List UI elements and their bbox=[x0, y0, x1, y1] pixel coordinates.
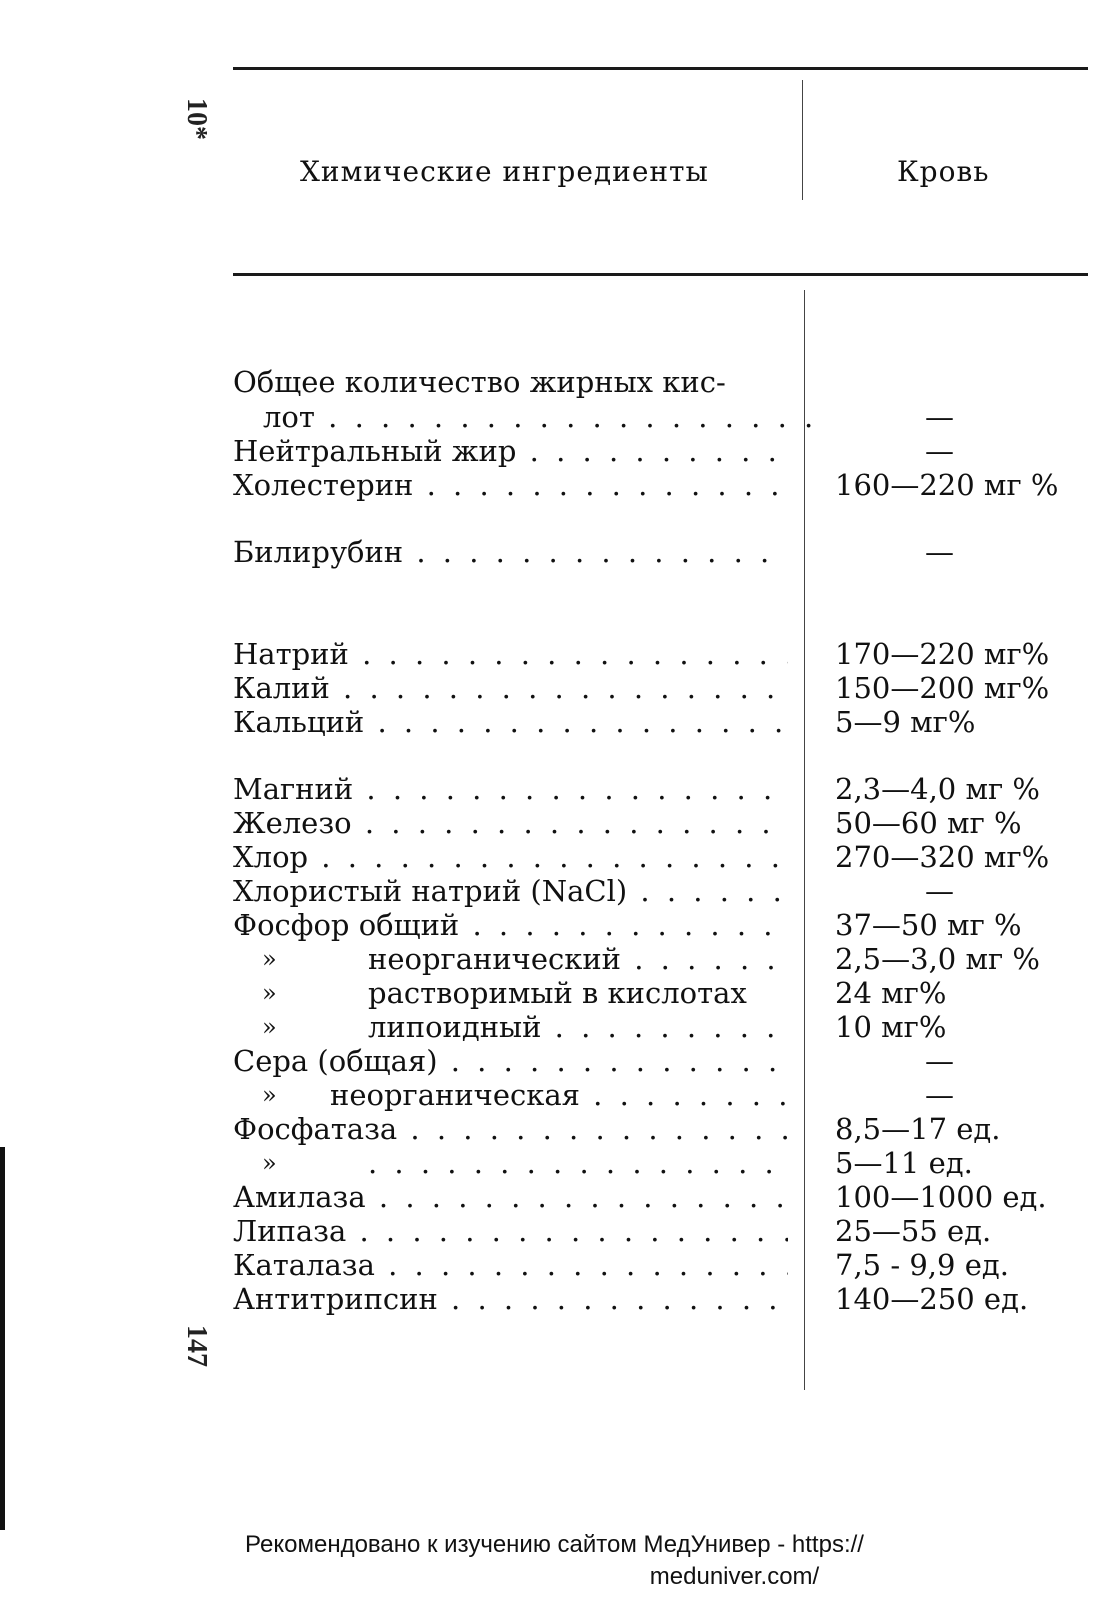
blood-value: — bbox=[925, 1044, 954, 1078]
ingredient-label: Натрий . . . bbox=[233, 637, 788, 671]
page-number: 147 bbox=[181, 1325, 212, 1367]
column-divider-header bbox=[802, 80, 803, 200]
ingredient-label: Калий . . . bbox=[233, 671, 788, 705]
ingredient-label: Хлор . . . bbox=[233, 840, 788, 874]
blood-value: 2,5—3,0 мг % bbox=[835, 942, 1040, 976]
ingredient-label: растворимый в кислотах bbox=[368, 976, 747, 1010]
table-row bbox=[0, 468, 1109, 502]
ingredient-label: неорганический . . . bbox=[368, 942, 788, 976]
blood-value: — bbox=[925, 400, 954, 434]
blood-value: — bbox=[925, 1078, 954, 1112]
ingredient-label: лот . . . bbox=[263, 400, 818, 434]
table-row bbox=[0, 772, 1109, 806]
blood-value: 50—60 мг % bbox=[835, 806, 1022, 840]
column-header-blood: Кровь bbox=[897, 155, 990, 188]
ingredient-label: Холестерин . . . bbox=[233, 468, 788, 502]
ingredient-label: Сера (общая) . . . bbox=[233, 1044, 788, 1078]
blood-value: 150—200 мг% bbox=[835, 671, 1050, 705]
table-row bbox=[0, 365, 1109, 399]
ditto-mark: » bbox=[262, 979, 277, 1007]
ingredient-label: Железо . . . bbox=[233, 806, 788, 840]
ingredient-label: Амилаза . . . bbox=[233, 1180, 788, 1214]
blood-value: 5—11 ед. bbox=[835, 1146, 973, 1180]
blood-value: — bbox=[925, 434, 954, 468]
blood-value: 8,5—17 ед. bbox=[835, 1112, 1001, 1146]
table-row bbox=[0, 840, 1109, 874]
ingredient-label: Билирубин . . . bbox=[233, 535, 788, 569]
blood-value: 270—320 мг% bbox=[835, 840, 1050, 874]
ingredient-label: Нейтральный жир . . . bbox=[233, 434, 788, 468]
ditto-mark: » bbox=[262, 1013, 277, 1041]
table-row bbox=[0, 874, 1109, 908]
table-row bbox=[0, 637, 1109, 671]
blood-value: 2,3—4,0 мг % bbox=[835, 772, 1040, 806]
blood-value: 24 мг% bbox=[835, 976, 947, 1010]
table-row bbox=[0, 1214, 1109, 1248]
blood-value: 25—55 ед. bbox=[835, 1214, 992, 1248]
signature-top: 10* bbox=[181, 98, 212, 140]
footer-line-2: meduniver.com/ bbox=[649, 1563, 820, 1590]
blood-value: 10 мг% bbox=[835, 1010, 947, 1044]
ingredient-label: Магний . . . bbox=[233, 772, 788, 806]
ingredient-label: Хлористый натрий (NaCl) . . . bbox=[233, 874, 788, 908]
ditto-mark: » bbox=[262, 1081, 277, 1109]
ditto-mark: » bbox=[262, 1149, 277, 1177]
blood-value: 5—9 мг% bbox=[835, 705, 976, 739]
table-row bbox=[0, 535, 1109, 569]
blood-value: 7,5 - 9,9 ед. bbox=[835, 1248, 1009, 1282]
ingredient-label bbox=[368, 1146, 788, 1180]
blood-value: 160—220 мг % bbox=[835, 468, 1059, 502]
ingredient-label: Липаза . . . bbox=[233, 1214, 788, 1248]
ingredient-label: Общее количество жирных кис- bbox=[233, 365, 726, 399]
blood-value: 140—250 ед. bbox=[835, 1282, 1029, 1316]
table-row bbox=[0, 1146, 1109, 1180]
ingredient-label: Фосфатаза . . . bbox=[233, 1112, 788, 1146]
column-header-ingredients: Химические ингредиенты bbox=[300, 155, 709, 188]
blood-value: 37—50 мг % bbox=[835, 908, 1022, 942]
ingredient-label: Антитрипсин . . . bbox=[233, 1282, 788, 1316]
ingredient-label: Кальций . . . bbox=[233, 705, 788, 739]
blood-value: — bbox=[925, 535, 954, 569]
table-row bbox=[0, 1248, 1109, 1282]
blood-value: 100—1000 ед. bbox=[835, 1180, 1047, 1214]
ingredient-label: Каталаза . . . bbox=[233, 1248, 788, 1282]
table-row bbox=[0, 1010, 1109, 1044]
table-row bbox=[0, 942, 1109, 976]
header-top-rule bbox=[233, 67, 1088, 70]
blood-value: 170—220 мг% bbox=[835, 637, 1050, 671]
ingredient-label: Фосфор общий . . . bbox=[233, 908, 788, 942]
table-row bbox=[0, 976, 1109, 1010]
table-row bbox=[0, 1112, 1109, 1146]
table-row bbox=[0, 1078, 1109, 1112]
table-row bbox=[0, 806, 1109, 840]
table-row bbox=[0, 705, 1109, 739]
blood-value: — bbox=[925, 874, 954, 908]
ditto-mark: » bbox=[262, 945, 277, 973]
table-row bbox=[0, 400, 1109, 434]
table-row bbox=[0, 434, 1109, 468]
table-row bbox=[0, 1282, 1109, 1316]
header-bottom-rule bbox=[233, 273, 1088, 276]
table-row bbox=[0, 671, 1109, 705]
ingredient-label: липоидный . . . bbox=[368, 1010, 788, 1044]
ingredient-label: неорганическая . . . bbox=[330, 1078, 788, 1112]
table-row bbox=[0, 908, 1109, 942]
table-row bbox=[0, 1180, 1109, 1214]
footer-line-1: Рекомендовано к изучению сайтом МедУнивер - https:// bbox=[245, 1531, 864, 1558]
table-row bbox=[0, 1044, 1109, 1078]
